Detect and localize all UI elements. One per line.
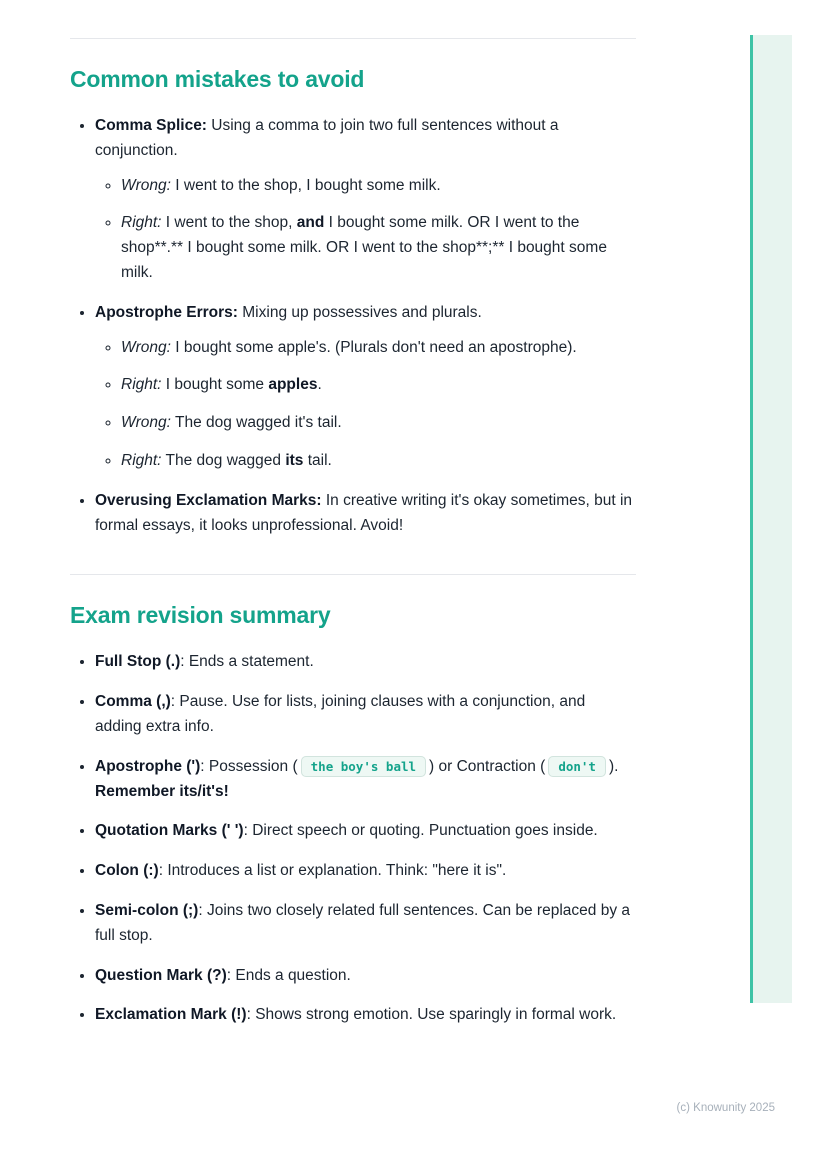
item-text: : Ends a statement. (180, 653, 314, 671)
mistakes-list (70, 114, 636, 538)
item-lead: Comma (,) (95, 693, 171, 711)
item-text: In creative writing it's okay sometimes, but in formal essays, it looks unprofessional. Avoid! (95, 491, 633, 534)
item-bold-tail: Remember its/it's! (95, 782, 229, 800)
item-text: ) or Contraction ( (429, 757, 546, 775)
sub-item-right (121, 211, 636, 285)
item-lead: Quotation Marks (' ') (95, 822, 244, 840)
list-item-exclamation-overuse (95, 489, 636, 539)
sub-item-lead: Wrong: (121, 338, 171, 356)
sub-item-wrong (121, 174, 636, 199)
sub-item-text: I bought some (161, 376, 269, 394)
item-text: : Ends a question. (226, 966, 351, 984)
sub-item-right (121, 449, 636, 474)
item-lead: Full Stop (.) (95, 653, 181, 671)
sub-item-text: . (317, 376, 322, 394)
list-item-full-stop (95, 650, 636, 675)
sub-item-lead: Wrong: (121, 176, 171, 194)
item-text: : Introduces a list or explanation. Think: "here it is". (158, 862, 507, 880)
item-lead: Apostrophe Errors: (95, 303, 238, 321)
document-content (70, 0, 636, 1043)
item-text: : Shows strong emotion. Use sparingly in formal work. (246, 1006, 617, 1024)
item-lead: Apostrophe (') (95, 757, 201, 775)
sub-item-bold: and (296, 214, 325, 232)
sub-item-text: The dog wagged it's tail. (170, 414, 342, 432)
item-text: : Pause. Use for lists, joining clauses with a conjunction, and adding extra info. (95, 693, 586, 735)
sub-item-wrong (121, 336, 636, 361)
footer-copyright: (c) Knowunity 2025 (676, 1102, 775, 1114)
summary-list (70, 650, 636, 1028)
list-item-apostrophe-errors (95, 301, 636, 474)
sub-item-lead: Right: (121, 214, 162, 232)
item-text: Mixing up possessives and plurals. (237, 303, 482, 321)
sub-item-right (121, 373, 636, 398)
inline-code-chip: the boy's ball (301, 756, 426, 777)
sub-item-bold: apples (268, 376, 318, 394)
scrollbar-track[interactable] (750, 35, 792, 1003)
item-lead: Colon (:) (95, 862, 159, 880)
heading-exam-summary: Exam revision summary (70, 602, 331, 629)
sub-item-text: I bought some milk. OR I went to the shop**.** I bought some milk. OR I went to the shop**;** I bought some milk. (121, 214, 607, 281)
sub-item-wrong (121, 411, 636, 436)
item-text: ). (608, 757, 619, 775)
item-text: : Joins two closely related full sentences. Can be replaced by a full stop. (95, 901, 630, 944)
sub-item-text: tail. (303, 451, 332, 469)
sub-item-lead: Right: (121, 451, 162, 469)
list-item-exclamation-mark (95, 1003, 636, 1028)
item-text: : Possession ( (200, 757, 298, 775)
item-lead: Exclamation Mark (!) (95, 1006, 247, 1024)
list-item-quotation-marks (95, 819, 636, 844)
item-text: : Direct speech or quoting. Punctuation goes inside. (243, 822, 598, 840)
item-lead: Semi-colon (;) (95, 901, 199, 919)
sub-item-text: The dog wagged (161, 451, 286, 469)
item-lead: Question Mark (?) (95, 966, 227, 984)
inline-code-chip: don't (548, 756, 606, 777)
sub-item-text: I bought some apple's. (Plurals don't need an apostrophe). (170, 338, 577, 356)
list-item-apostrophe (95, 755, 636, 805)
sub-item-bold: its (285, 451, 304, 469)
item-lead: Comma Splice: (95, 117, 207, 134)
sub-list (95, 336, 636, 474)
item-lead: Overusing Exclamation Marks: (95, 491, 322, 509)
list-item-question-mark (95, 964, 636, 989)
sub-item-text: I went to the shop, (161, 214, 297, 232)
sub-list (95, 174, 636, 286)
list-item-semi-colon (95, 899, 636, 949)
heading-common-mistakes: Common mistakes to avoid (70, 66, 365, 92)
divider-top (70, 38, 636, 39)
sub-item-text: I went to the shop, I bought some milk. (170, 176, 441, 194)
sub-item-lead: Wrong: (121, 414, 171, 432)
sub-item-lead: Right: (121, 376, 162, 394)
divider-middle (70, 574, 636, 575)
list-item-comma (95, 690, 636, 740)
list-item-comma-splice (95, 114, 636, 286)
list-item-colon (95, 859, 636, 884)
item-text: Using a comma to join two full sentences without a conjunction. (95, 117, 559, 159)
